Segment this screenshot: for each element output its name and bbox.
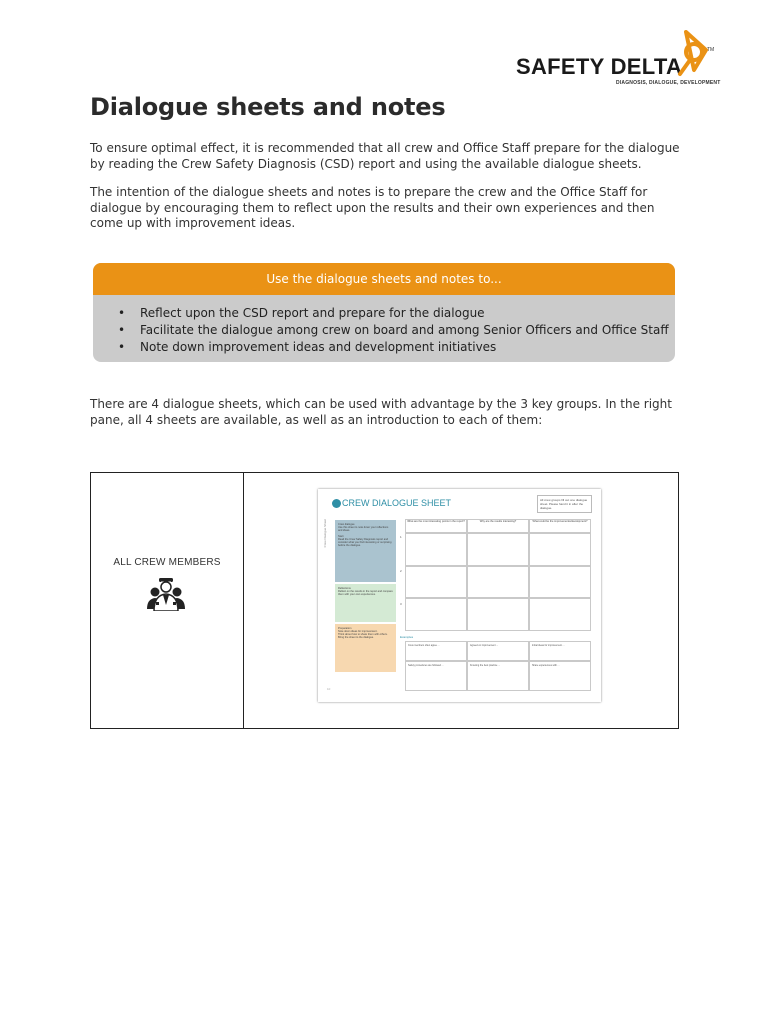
grid-cell xyxy=(529,533,591,566)
callout-list xyxy=(93,305,675,356)
sheet-number-dot-icon xyxy=(332,499,341,508)
grid-cell xyxy=(405,533,467,566)
grid-cell xyxy=(405,598,467,631)
grid-cell xyxy=(467,566,529,598)
logo-trademark: TM xyxy=(707,47,715,53)
box-text: Note down ideas for improvement. xyxy=(338,630,378,633)
examples-label: Examples xyxy=(400,635,414,639)
callout-item: • Reflect upon the CSD report and prepare for the dialogue xyxy=(140,305,675,322)
logo-name: SAFETY DELTA xyxy=(516,54,683,79)
sheet-page-number: 10 xyxy=(327,687,331,691)
sheet-title: CREW DIALOGUE SHEET xyxy=(342,498,452,508)
row-number: 2 xyxy=(400,569,402,573)
sheet-note: All crew groups fill out one dialogue sheet. Please hand it in after the dialogue. xyxy=(537,495,592,513)
box-text: Preparation xyxy=(338,627,352,630)
grid-header: Why are the results interesting? xyxy=(467,519,529,533)
grid-cell xyxy=(467,533,529,566)
grid-cell xyxy=(529,566,591,598)
sheet-side-label: Crew Dialogue Sheet xyxy=(323,519,327,548)
example-cell: Initial ideas for improvement ... xyxy=(529,641,591,661)
box-text: Reflections xyxy=(338,587,351,590)
intention-paragraph: The intention of the dialogue sheets and notes is to prepare the crew and the Office Staff for dialogue by encouraging them to reflect upon the results and their own experiences and then come up with improvement ideas. xyxy=(90,185,655,230)
usage-callout xyxy=(93,263,675,362)
callout-item: • Note down improvement ideas and development initiatives xyxy=(140,339,675,356)
example-cell: Agreed on improvement ... xyxy=(467,641,529,661)
example-cell: Share experiences with ... xyxy=(529,661,591,691)
box-text: Crew dialogue xyxy=(338,523,355,526)
logo-delta-mark-icon xyxy=(666,30,714,78)
row-number: 3 xyxy=(400,602,402,606)
grid-cell xyxy=(467,598,529,631)
panel-divider xyxy=(243,473,244,728)
box-text: Bring the sheet to the dialogue. xyxy=(338,636,374,639)
dialogue-sheet-panel xyxy=(90,472,679,729)
callout-heading: Use the dialogue sheets and notes to... xyxy=(93,263,675,295)
sheets-paragraph: There are 4 dialogue sheets, which can be used with advantage by the 3 key groups. In the right pane, all 4 sheets are available, as well as an introduction to each of them: xyxy=(90,397,672,427)
grid-header: What could be the improvements/development? xyxy=(529,519,591,533)
box-text: Start xyxy=(338,535,344,538)
box-text: Use this sheet to note down your reflections and ideas. xyxy=(338,526,389,532)
safety-delta-logo xyxy=(516,30,721,90)
crew-dialogue-sheet-thumbnail[interactable] xyxy=(318,489,601,702)
crew-group-icon xyxy=(146,575,186,611)
box-text: Think about how to share them with others. xyxy=(338,633,388,636)
example-cell: Safety procedures are followed ... xyxy=(405,661,467,691)
grid-cell xyxy=(529,598,591,631)
grid-cell xyxy=(405,566,467,598)
logo-tagline: DIAGNOSIS, DIALOGUE, DEVELOPMENT xyxy=(616,80,721,86)
sheet-box-reflections xyxy=(335,584,396,622)
sheet-box-start xyxy=(335,520,396,582)
example-cell: Crew members often agree ... xyxy=(405,641,467,661)
sheet-grid xyxy=(400,519,591,631)
box-text: Read the Crew Safety Diagnosis report and consider what you find interesting or surprising before the dialogue. xyxy=(338,538,392,547)
row-number: 1 xyxy=(400,535,402,539)
group-label: ALL CREW MEMBERS xyxy=(113,557,221,568)
page-title: Dialogue sheets and notes xyxy=(90,93,446,121)
example-cell: Knowing the best practice ... xyxy=(467,661,529,691)
box-text: Reflect on the results in the report and compare them with your own experiences. xyxy=(338,590,393,596)
callout-item: • Facilitate the dialogue among crew on board and among Senior Officers and Office Staff xyxy=(140,322,675,339)
sheet-box-preparation xyxy=(335,624,396,672)
intro-paragraph: To ensure optimal effect, it is recommended that all crew and Office Staff prepare for the dialogue by reading the Crew Safety Diagnosis (CSD) report and using the available dialogue sheets. xyxy=(90,141,680,171)
grid-header: What are the most interesting points in the report? xyxy=(405,519,467,533)
